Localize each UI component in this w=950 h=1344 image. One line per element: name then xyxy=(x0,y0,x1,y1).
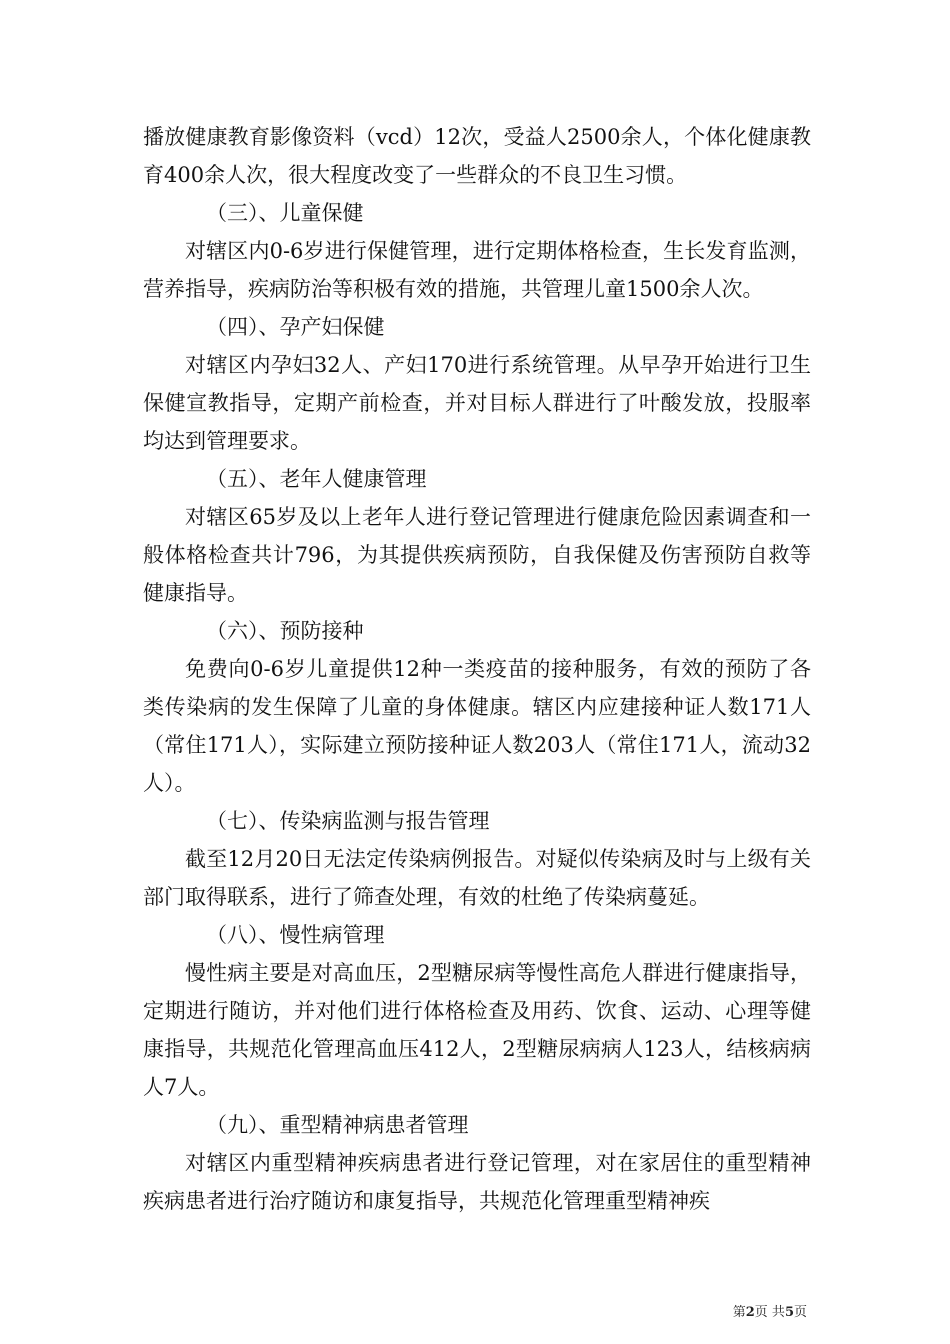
current-page-number: 2 xyxy=(745,1305,755,1320)
paragraph-vaccination: 免费向0-6岁儿童提供12种一类疫苗的接种服务，有效的预防了各类传染病的发生保障了儿童的身体健康。辖区内应建接种证人数171人（常住171人），实际建立预防接种证人数203人（常住171人，流动32人）。 xyxy=(143,657,811,795)
section-heading-vaccination: （六）、预防接种 xyxy=(206,619,364,643)
section-heading-chronic-disease: （八）、慢性病管理 xyxy=(206,923,385,947)
paragraph-infectious-disease: 截至12月20日无法定传染病例报告。对疑似传染病及时与上级有关部门取得联系，进行了筛查处理，有效的杜绝了传染病蔓延。 xyxy=(143,847,811,909)
paragraph-mental-illness: 对辖区内重型精神疾病患者进行登记管理，对在家居住的重型精神疾病患者进行治疗随访和康复指导，共规范化管理重型精神疾 xyxy=(143,1151,811,1213)
footer-middle: 页 共 xyxy=(754,1305,785,1320)
paragraph-health-education-continued: 播放健康教育影像资料（vcd）12次，受益人2500余人，个体化健康教育400余人次，很大程度改变了一些群众的不良卫生习惯。 xyxy=(143,125,811,187)
section-heading-mental-illness: （九）、重型精神病患者管理 xyxy=(206,1113,469,1137)
document-body xyxy=(143,118,811,1220)
paragraph-elderly-health: 对辖区65岁及以上老年人进行登记管理进行健康危险因素调查和一般体格检查共计796，为其提供疾病预防，自我保健及伤害预防自救等健康指导。 xyxy=(143,505,811,605)
section-heading-child-health: （三）、儿童保健 xyxy=(206,201,364,225)
footer-prefix: 第 xyxy=(732,1305,746,1320)
section-heading-elderly-health: （五）、老年人健康管理 xyxy=(206,467,427,491)
section-heading-maternal-health: （四）、孕产妇保健 xyxy=(206,315,385,339)
paragraph-child-health: 对辖区内0-6岁进行保健管理，进行定期体格检查，生长发育监测，营养指导，疾病防治等积极有效的措施，共管理儿童1500余人次。 xyxy=(143,239,811,301)
page-number-footer xyxy=(733,1305,807,1321)
paragraph-maternal-health: 对辖区内孕妇32人、产妇170进行系统管理。从早孕开始进行卫生保健宣教指导，定期产前检查，并对目标人群进行了叶酸发放，投服率均达到管理要求。 xyxy=(143,353,811,453)
total-page-count: 5 xyxy=(784,1305,794,1320)
footer-suffix: 页 xyxy=(793,1305,807,1320)
paragraph-chronic-disease: 慢性病主要是对高血压，2型糖尿病等慢性高危人群进行健康指导，定期进行随访，并对他们进行体格检查及用药、饮食、运动、心理等健康指导，共规范化管理高血压412人，2型糖尿病病人123人，结核病病人7人。 xyxy=(143,961,811,1099)
section-heading-infectious-disease: （七）、传染病监测与报告管理 xyxy=(206,809,490,833)
